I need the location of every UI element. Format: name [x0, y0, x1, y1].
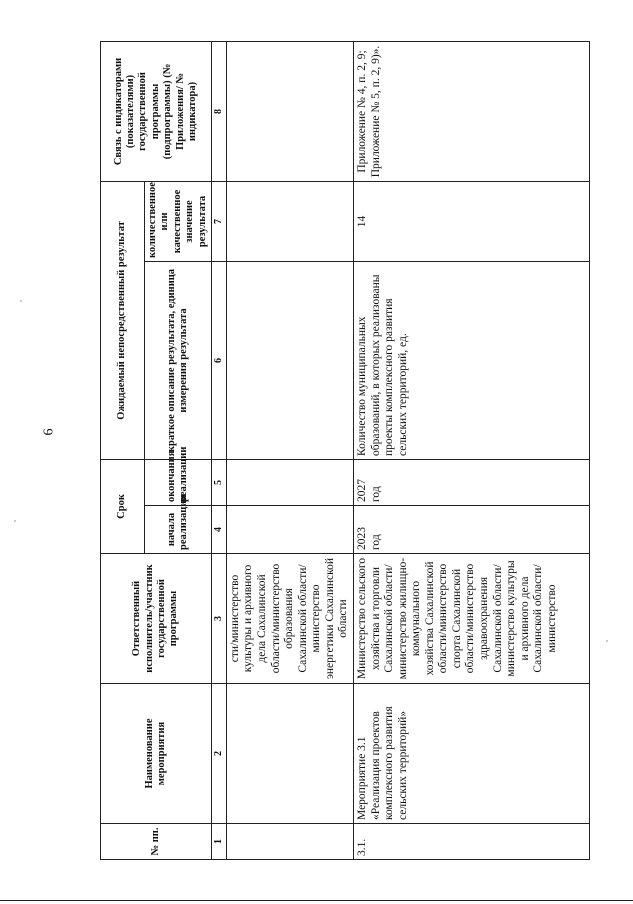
header-number: № пп. — [101, 824, 212, 860]
page-number: 6 — [41, 428, 57, 436]
cell-start — [226, 506, 353, 554]
header-term: Срок — [101, 459, 145, 553]
cell-number — [226, 824, 353, 860]
cell-end: 2027 год — [353, 459, 589, 505]
scan-speck — [20, 300, 22, 302]
header-result-description: краткое описание результата, единица измерения результата — [145, 261, 212, 459]
cell-result-value — [226, 181, 353, 261]
header-end: окончания реализации — [145, 459, 212, 505]
col-number: 4 — [211, 506, 226, 554]
col-number: 5 — [211, 459, 226, 505]
table-row-continued — [226, 41, 353, 859]
cell-start: 2023 год — [353, 506, 589, 554]
cell-responsible: Министерство сельского хозяйства и торговли Сахалинской области/министерство жилищно-коммунального хозяйства Сахалинской области/министерство спорта Сахалинской области/министерство здравоохранения Сахалинской области/министерство культуры и архивного дела Сахалинской области/министерство — [353, 554, 589, 684]
cell-indicators-link: Приложение № 4, п. 2, 9; Приложение № 5, п. 2, 9)». — [353, 41, 589, 181]
header-result-value: количественное или качественное значение результата — [145, 181, 212, 261]
col-number: 2 — [211, 684, 226, 824]
table-wrapper — [100, 42, 590, 860]
col-number: 1 — [211, 824, 226, 860]
header-measure-name: Наименование мероприятия — [101, 684, 212, 824]
col-number: 8 — [211, 41, 226, 181]
bottom-edge-line — [0, 900, 633, 901]
header-indicators-link: Связь с индикаторами (показателями) государственной программы (подпрограммы) (№ Приложения/ № индикатора) — [101, 41, 212, 181]
cell-responsible: сти/министерство культуры и архивного дела Сахалинской области/министерство образования Сахалинской области/министерство энергетики Сахалинской области — [226, 554, 353, 684]
col-number: 3 — [211, 554, 226, 684]
header-expected-result: Ожидаемый непосредственный результат — [101, 181, 145, 459]
cell-number: 3.1. — [353, 824, 589, 860]
cell-measure-name: Мероприятие 3.1 «Реализация проектов комплексного развития сельских территорий» — [353, 684, 589, 824]
cell-end — [226, 459, 353, 505]
cell-result-description — [226, 261, 353, 459]
cell-result-description: Количество муниципальных образований, в которых реализованы проекты комплексного развития сельских территорий, ед. — [353, 261, 589, 459]
measures-table — [100, 41, 590, 860]
table-row-3-1 — [353, 41, 589, 859]
header-row-1 — [101, 41, 145, 859]
col-number: 7 — [211, 181, 226, 261]
header-responsible: Ответственный исполнитель/участник государственной программы — [101, 554, 212, 684]
cell-indicators-link — [226, 41, 353, 181]
scan-speck — [14, 520, 16, 522]
rotated-table-area — [100, 42, 590, 860]
column-numbers-row — [211, 41, 226, 859]
col-number: 6 — [211, 261, 226, 459]
cell-measure-name — [226, 684, 353, 824]
cell-result-value: 14 — [353, 181, 589, 261]
scan-speck — [606, 640, 608, 642]
header-start: начала реализации — [145, 506, 212, 554]
